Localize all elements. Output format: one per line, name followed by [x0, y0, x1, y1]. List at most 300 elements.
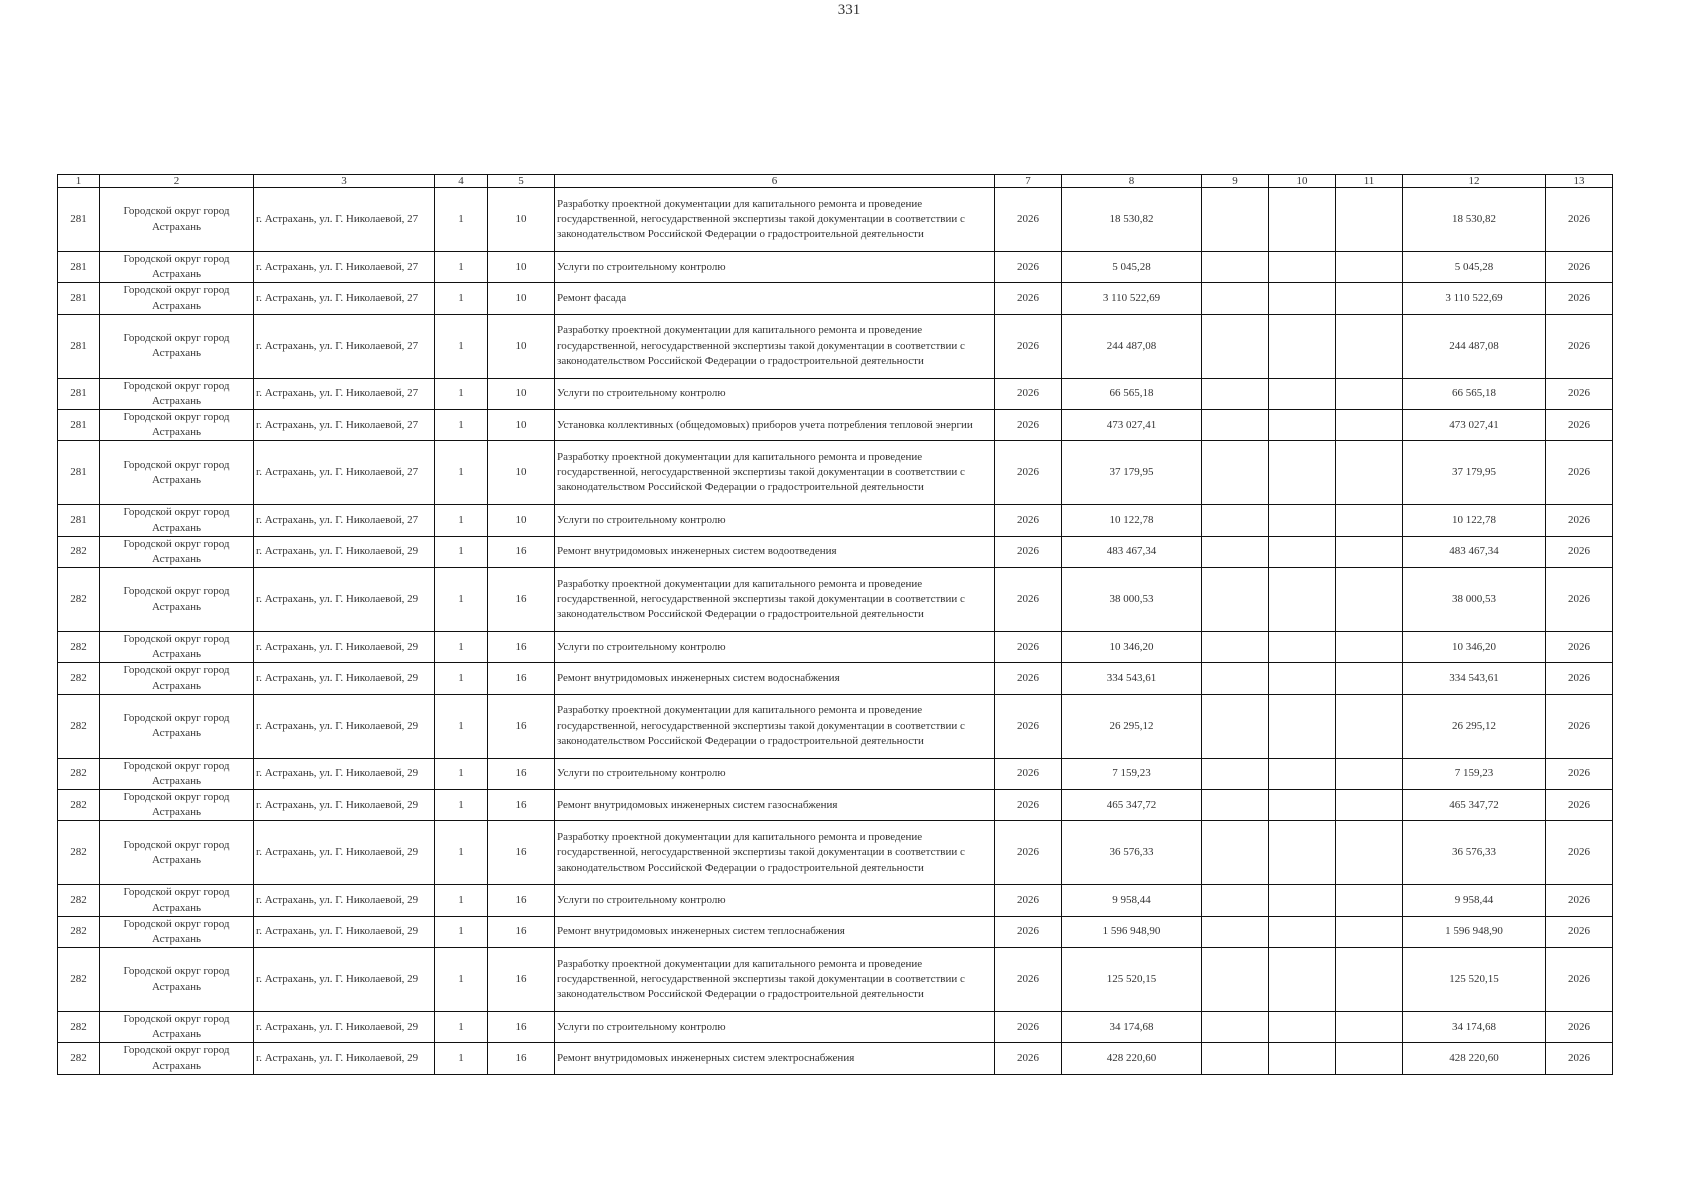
cost-total-cell: 465 347,72	[1062, 790, 1202, 821]
apartment-count-cell: 16	[488, 948, 555, 1012]
cost-col-9-cell	[1202, 1012, 1269, 1043]
cost-total-cell: 18 530,82	[1062, 188, 1202, 252]
completion-year-cell: 2026	[1546, 378, 1613, 409]
work-type-cell: Услуги по строительному контролю	[555, 758, 995, 789]
cost-col-9-cell	[1202, 568, 1269, 632]
cost-col-11-cell	[1336, 378, 1403, 409]
building-count-cell: 1	[435, 1043, 488, 1074]
address-cell: г. Астрахань, ул. Г. Николаевой, 29	[254, 694, 435, 758]
cost-col-9-cell	[1202, 885, 1269, 916]
cost-fund-cell: 1 596 948,90	[1403, 916, 1546, 947]
cost-col-9-cell	[1202, 916, 1269, 947]
apartment-count-cell: 10	[488, 188, 555, 252]
row-number-cell: 282	[58, 694, 100, 758]
table-row	[58, 410, 1613, 441]
row-number-cell: 282	[58, 948, 100, 1012]
address-cell: г. Астрахань, ул. Г. Николаевой, 29	[254, 663, 435, 694]
completion-year-cell: 2026	[1546, 948, 1613, 1012]
municipality-cell: Городской округ город Астрахань	[100, 252, 254, 283]
work-type-cell: Разработку проектной документации для капитального ремонта и проведение государственной, негосударственной экспертизы такой документации в соответствии с законодательством Российской Федерации о градостроительной деятельности	[555, 314, 995, 378]
year-planned-cell: 2026	[995, 568, 1062, 632]
building-count-cell: 1	[435, 821, 488, 885]
column-header: 1	[58, 175, 100, 188]
table-row	[58, 188, 1613, 252]
table-row	[58, 758, 1613, 789]
year-planned-cell: 2026	[995, 441, 1062, 505]
cost-fund-cell: 465 347,72	[1403, 790, 1546, 821]
cost-col-11-cell	[1336, 568, 1403, 632]
municipality-cell: Городской округ город Астрахань	[100, 188, 254, 252]
table-row	[58, 378, 1613, 409]
year-planned-cell: 2026	[995, 536, 1062, 567]
column-header: 12	[1403, 175, 1546, 188]
row-number-cell: 281	[58, 252, 100, 283]
cost-col-9-cell	[1202, 314, 1269, 378]
cost-col-11-cell	[1336, 694, 1403, 758]
cost-total-cell: 3 110 522,69	[1062, 283, 1202, 314]
cost-col-11-cell	[1336, 283, 1403, 314]
cost-total-cell: 9 958,44	[1062, 885, 1202, 916]
municipality-cell: Городской округ город Астрахань	[100, 1012, 254, 1043]
municipality-cell: Городской округ город Астрахань	[100, 378, 254, 409]
table-row	[58, 441, 1613, 505]
building-count-cell: 1	[435, 283, 488, 314]
row-number-cell: 282	[58, 536, 100, 567]
cost-col-9-cell	[1202, 252, 1269, 283]
column-header: 2	[100, 175, 254, 188]
address-cell: г. Астрахань, ул. Г. Николаевой, 27	[254, 314, 435, 378]
completion-year-cell: 2026	[1546, 1043, 1613, 1074]
building-count-cell: 1	[435, 188, 488, 252]
work-type-cell: Услуги по строительному контролю	[555, 378, 995, 409]
cost-col-10-cell	[1269, 758, 1336, 789]
cost-total-cell: 26 295,12	[1062, 694, 1202, 758]
cost-col-9-cell	[1202, 505, 1269, 536]
apartment-count-cell: 16	[488, 821, 555, 885]
apartment-count-cell: 16	[488, 694, 555, 758]
completion-year-cell: 2026	[1546, 694, 1613, 758]
table-row	[58, 694, 1613, 758]
column-header: 13	[1546, 175, 1613, 188]
address-cell: г. Астрахань, ул. Г. Николаевой, 29	[254, 821, 435, 885]
row-number-cell: 282	[58, 790, 100, 821]
cost-total-cell: 66 565,18	[1062, 378, 1202, 409]
cost-col-11-cell	[1336, 632, 1403, 663]
completion-year-cell: 2026	[1546, 410, 1613, 441]
cost-total-cell: 483 467,34	[1062, 536, 1202, 567]
work-type-cell: Разработку проектной документации для капитального ремонта и проведение государственной, негосударственной экспертизы такой документации в соответствии с законодательством Российской Федерации о градостроительной деятельности	[555, 441, 995, 505]
cost-col-10-cell	[1269, 663, 1336, 694]
table-row	[58, 536, 1613, 567]
apartment-count-cell: 10	[488, 441, 555, 505]
address-cell: г. Астрахань, ул. Г. Николаевой, 29	[254, 536, 435, 567]
address-cell: г. Астрахань, ул. Г. Николаевой, 27	[254, 441, 435, 505]
cost-col-11-cell	[1336, 188, 1403, 252]
apartment-count-cell: 16	[488, 758, 555, 789]
row-number-cell: 282	[58, 568, 100, 632]
cost-col-9-cell	[1202, 632, 1269, 663]
table-row	[58, 1012, 1613, 1043]
cost-fund-cell: 26 295,12	[1403, 694, 1546, 758]
cost-col-10-cell	[1269, 1012, 1336, 1043]
municipality-cell: Городской округ город Астрахань	[100, 790, 254, 821]
cost-col-9-cell	[1202, 758, 1269, 789]
cost-col-10-cell	[1269, 948, 1336, 1012]
building-count-cell: 1	[435, 758, 488, 789]
row-number-cell: 282	[58, 1012, 100, 1043]
municipality-cell: Городской округ город Астрахань	[100, 885, 254, 916]
table-row	[58, 314, 1613, 378]
address-cell: г. Астрахань, ул. Г. Николаевой, 29	[254, 948, 435, 1012]
cost-col-11-cell	[1336, 1012, 1403, 1043]
address-cell: г. Астрахань, ул. Г. Николаевой, 27	[254, 283, 435, 314]
cost-fund-cell: 9 958,44	[1403, 885, 1546, 916]
table-body	[58, 188, 1613, 1075]
work-type-cell: Установка коллективных (общедомовых) приборов учета потребления тепловой энергии	[555, 410, 995, 441]
cost-total-cell: 244 487,08	[1062, 314, 1202, 378]
completion-year-cell: 2026	[1546, 1012, 1613, 1043]
row-number-cell: 282	[58, 663, 100, 694]
cost-col-11-cell	[1336, 916, 1403, 947]
apartment-count-cell: 16	[488, 663, 555, 694]
row-number-cell: 281	[58, 505, 100, 536]
cost-col-9-cell	[1202, 283, 1269, 314]
column-header: 8	[1062, 175, 1202, 188]
cost-fund-cell: 5 045,28	[1403, 252, 1546, 283]
municipality-cell: Городской округ город Астрахань	[100, 314, 254, 378]
cost-col-9-cell	[1202, 821, 1269, 885]
cost-col-9-cell	[1202, 441, 1269, 505]
apartment-count-cell: 10	[488, 505, 555, 536]
municipality-cell: Городской округ город Астрахань	[100, 283, 254, 314]
apartment-count-cell: 16	[488, 1043, 555, 1074]
apartment-count-cell: 16	[488, 568, 555, 632]
completion-year-cell: 2026	[1546, 758, 1613, 789]
table-row	[58, 663, 1613, 694]
address-cell: г. Астрахань, ул. Г. Николаевой, 29	[254, 758, 435, 789]
year-planned-cell: 2026	[995, 1012, 1062, 1043]
building-count-cell: 1	[435, 536, 488, 567]
table-row	[58, 948, 1613, 1012]
building-count-cell: 1	[435, 1012, 488, 1043]
work-type-cell: Разработку проектной документации для капитального ремонта и проведение государственной, негосударственной экспертизы такой документации в соответствии с законодательством Российской Федерации о градостроительной деятельности	[555, 694, 995, 758]
cost-col-9-cell	[1202, 663, 1269, 694]
year-planned-cell: 2026	[995, 885, 1062, 916]
table-row	[58, 1043, 1613, 1074]
cost-fund-cell: 10 346,20	[1403, 632, 1546, 663]
year-planned-cell: 2026	[995, 758, 1062, 789]
cost-col-10-cell	[1269, 1043, 1336, 1074]
address-cell: г. Астрахань, ул. Г. Николаевой, 29	[254, 1043, 435, 1074]
apartment-count-cell: 16	[488, 536, 555, 567]
cost-total-cell: 10 346,20	[1062, 632, 1202, 663]
year-planned-cell: 2026	[995, 283, 1062, 314]
year-planned-cell: 2026	[995, 505, 1062, 536]
building-count-cell: 1	[435, 410, 488, 441]
completion-year-cell: 2026	[1546, 632, 1613, 663]
work-type-cell: Услуги по строительному контролю	[555, 252, 995, 283]
address-cell: г. Астрахань, ул. Г. Николаевой, 27	[254, 505, 435, 536]
cost-fund-cell: 37 179,95	[1403, 441, 1546, 505]
cost-col-10-cell	[1269, 441, 1336, 505]
apartment-count-cell: 10	[488, 314, 555, 378]
cost-col-10-cell	[1269, 694, 1336, 758]
address-cell: г. Астрахань, ул. Г. Николаевой, 29	[254, 790, 435, 821]
building-count-cell: 1	[435, 568, 488, 632]
municipality-cell: Городской округ город Астрахань	[100, 1043, 254, 1074]
cost-total-cell: 428 220,60	[1062, 1043, 1202, 1074]
address-cell: г. Астрахань, ул. Г. Николаевой, 29	[254, 916, 435, 947]
column-header: 11	[1336, 175, 1403, 188]
row-number-cell: 281	[58, 283, 100, 314]
column-header: 9	[1202, 175, 1269, 188]
cost-col-11-cell	[1336, 1043, 1403, 1074]
year-planned-cell: 2026	[995, 314, 1062, 378]
cost-fund-cell: 34 174,68	[1403, 1012, 1546, 1043]
building-count-cell: 1	[435, 663, 488, 694]
cost-total-cell: 5 045,28	[1062, 252, 1202, 283]
work-type-cell: Ремонт внутридомовых инженерных систем электроснабжения	[555, 1043, 995, 1074]
building-count-cell: 1	[435, 885, 488, 916]
apartment-count-cell: 10	[488, 410, 555, 441]
municipality-cell: Городской округ город Астрахань	[100, 505, 254, 536]
column-header: 5	[488, 175, 555, 188]
cost-col-10-cell	[1269, 885, 1336, 916]
building-count-cell: 1	[435, 252, 488, 283]
work-type-cell: Разработку проектной документации для капитального ремонта и проведение государственной, негосударственной экспертизы такой документации в соответствии с законодательством Российской Федерации о градостроительной деятельности	[555, 948, 995, 1012]
address-cell: г. Астрахань, ул. Г. Николаевой, 29	[254, 568, 435, 632]
cost-col-11-cell	[1336, 663, 1403, 694]
column-header: 10	[1269, 175, 1336, 188]
work-type-cell: Разработку проектной документации для капитального ремонта и проведение государственной, негосударственной экспертизы такой документации в соответствии с законодательством Российской Федерации о градостроительной деятельности	[555, 188, 995, 252]
table-row	[58, 252, 1613, 283]
cost-col-9-cell	[1202, 790, 1269, 821]
row-number-cell: 281	[58, 188, 100, 252]
work-type-cell: Ремонт фасада	[555, 283, 995, 314]
municipality-cell: Городской округ город Астрахань	[100, 441, 254, 505]
building-count-cell: 1	[435, 505, 488, 536]
capital-repair-table	[57, 174, 1613, 1075]
apartment-count-cell: 16	[488, 916, 555, 947]
cost-col-10-cell	[1269, 536, 1336, 567]
row-number-cell: 281	[58, 441, 100, 505]
completion-year-cell: 2026	[1546, 821, 1613, 885]
row-number-cell: 282	[58, 758, 100, 789]
apartment-count-cell: 16	[488, 790, 555, 821]
completion-year-cell: 2026	[1546, 790, 1613, 821]
cost-col-10-cell	[1269, 821, 1336, 885]
table-row	[58, 568, 1613, 632]
building-count-cell: 1	[435, 441, 488, 505]
cost-col-9-cell	[1202, 1043, 1269, 1074]
municipality-cell: Городской округ город Астрахань	[100, 694, 254, 758]
cost-col-11-cell	[1336, 410, 1403, 441]
building-count-cell: 1	[435, 790, 488, 821]
completion-year-cell: 2026	[1546, 568, 1613, 632]
apartment-count-cell: 16	[488, 885, 555, 916]
completion-year-cell: 2026	[1546, 505, 1613, 536]
address-cell: г. Астрахань, ул. Г. Николаевой, 27	[254, 378, 435, 409]
building-count-cell: 1	[435, 632, 488, 663]
work-type-cell: Услуги по строительному контролю	[555, 632, 995, 663]
cost-col-11-cell	[1336, 885, 1403, 916]
cost-total-cell: 7 159,23	[1062, 758, 1202, 789]
cost-total-cell: 36 576,33	[1062, 821, 1202, 885]
cost-total-cell: 38 000,53	[1062, 568, 1202, 632]
cost-col-10-cell	[1269, 568, 1336, 632]
year-planned-cell: 2026	[995, 694, 1062, 758]
cost-col-11-cell	[1336, 758, 1403, 789]
completion-year-cell: 2026	[1546, 536, 1613, 567]
address-cell: г. Астрахань, ул. Г. Николаевой, 27	[254, 410, 435, 441]
completion-year-cell: 2026	[1546, 314, 1613, 378]
cost-total-cell: 10 122,78	[1062, 505, 1202, 536]
year-planned-cell: 2026	[995, 188, 1062, 252]
apartment-count-cell: 10	[488, 378, 555, 409]
table-row	[58, 790, 1613, 821]
municipality-cell: Городской округ город Астрахань	[100, 758, 254, 789]
cost-total-cell: 1 596 948,90	[1062, 916, 1202, 947]
table-row	[58, 821, 1613, 885]
year-planned-cell: 2026	[995, 790, 1062, 821]
cost-col-11-cell	[1336, 790, 1403, 821]
municipality-cell: Городской округ город Астрахань	[100, 821, 254, 885]
cost-fund-cell: 334 543,61	[1403, 663, 1546, 694]
building-count-cell: 1	[435, 378, 488, 409]
cost-col-11-cell	[1336, 536, 1403, 567]
year-planned-cell: 2026	[995, 948, 1062, 1012]
cost-col-10-cell	[1269, 283, 1336, 314]
row-number-cell: 282	[58, 1043, 100, 1074]
work-type-cell: Ремонт внутридомовых инженерных систем водоснабжения	[555, 663, 995, 694]
row-number-cell: 281	[58, 314, 100, 378]
cost-col-10-cell	[1269, 188, 1336, 252]
table-row	[58, 505, 1613, 536]
building-count-cell: 1	[435, 916, 488, 947]
address-cell: г. Астрахань, ул. Г. Николаевой, 29	[254, 632, 435, 663]
cost-fund-cell: 244 487,08	[1403, 314, 1546, 378]
cost-col-11-cell	[1336, 505, 1403, 536]
cost-total-cell: 37 179,95	[1062, 441, 1202, 505]
completion-year-cell: 2026	[1546, 283, 1613, 314]
cost-fund-cell: 125 520,15	[1403, 948, 1546, 1012]
cost-col-9-cell	[1202, 948, 1269, 1012]
municipality-cell: Городской округ город Астрахань	[100, 663, 254, 694]
municipality-cell: Городской округ город Астрахань	[100, 632, 254, 663]
building-count-cell: 1	[435, 694, 488, 758]
apartment-count-cell: 10	[488, 252, 555, 283]
cost-fund-cell: 18 530,82	[1403, 188, 1546, 252]
row-number-cell: 282	[58, 885, 100, 916]
municipality-cell: Городской округ город Астрахань	[100, 410, 254, 441]
apartment-count-cell: 16	[488, 1012, 555, 1043]
year-planned-cell: 2026	[995, 663, 1062, 694]
cost-fund-cell: 66 565,18	[1403, 378, 1546, 409]
page-number: 331	[837, 2, 861, 18]
cost-fund-cell: 473 027,41	[1403, 410, 1546, 441]
cost-col-10-cell	[1269, 790, 1336, 821]
work-type-cell: Ремонт внутридомовых инженерных систем теплоснабжения	[555, 916, 995, 947]
table-row	[58, 632, 1613, 663]
row-number-cell: 282	[58, 821, 100, 885]
cost-col-9-cell	[1202, 536, 1269, 567]
municipality-cell: Городской округ город Астрахань	[100, 916, 254, 947]
cost-col-10-cell	[1269, 916, 1336, 947]
completion-year-cell: 2026	[1546, 252, 1613, 283]
cost-col-11-cell	[1336, 252, 1403, 283]
cost-col-10-cell	[1269, 378, 1336, 409]
apartment-count-cell: 10	[488, 283, 555, 314]
column-header: 6	[555, 175, 995, 188]
cost-col-9-cell	[1202, 694, 1269, 758]
completion-year-cell: 2026	[1546, 916, 1613, 947]
cost-fund-cell: 38 000,53	[1403, 568, 1546, 632]
cost-fund-cell: 483 467,34	[1403, 536, 1546, 567]
column-number-header	[58, 175, 1613, 188]
column-header: 7	[995, 175, 1062, 188]
address-cell: г. Астрахань, ул. Г. Николаевой, 27	[254, 252, 435, 283]
completion-year-cell: 2026	[1546, 663, 1613, 694]
municipality-cell: Городской округ город Астрахань	[100, 568, 254, 632]
cost-col-10-cell	[1269, 410, 1336, 441]
completion-year-cell: 2026	[1546, 188, 1613, 252]
cost-col-10-cell	[1269, 252, 1336, 283]
apartment-count-cell: 16	[488, 632, 555, 663]
year-planned-cell: 2026	[995, 252, 1062, 283]
cost-fund-cell: 428 220,60	[1403, 1043, 1546, 1074]
table-row	[58, 916, 1613, 947]
work-type-cell: Разработку проектной документации для капитального ремонта и проведение государственной, негосударственной экспертизы такой документации в соответствии с законодательством Российской Федерации о градостроительной деятельности	[555, 821, 995, 885]
address-cell: г. Астрахань, ул. Г. Николаевой, 29	[254, 885, 435, 916]
cost-fund-cell: 3 110 522,69	[1403, 283, 1546, 314]
cost-col-10-cell	[1269, 505, 1336, 536]
cost-fund-cell: 36 576,33	[1403, 821, 1546, 885]
cost-col-11-cell	[1336, 948, 1403, 1012]
table-row	[58, 283, 1613, 314]
work-type-cell: Разработку проектной документации для капитального ремонта и проведение государственной, негосударственной экспертизы такой документации в соответствии с законодательством Российской Федерации о градостроительной деятельности	[555, 568, 995, 632]
cost-col-11-cell	[1336, 821, 1403, 885]
column-header: 4	[435, 175, 488, 188]
address-cell: г. Астрахань, ул. Г. Николаевой, 29	[254, 1012, 435, 1043]
cost-col-9-cell	[1202, 410, 1269, 441]
municipality-cell: Городской округ город Астрахань	[100, 536, 254, 567]
row-number-cell: 281	[58, 410, 100, 441]
cost-fund-cell: 7 159,23	[1403, 758, 1546, 789]
cost-fund-cell: 10 122,78	[1403, 505, 1546, 536]
completion-year-cell: 2026	[1546, 885, 1613, 916]
row-number-cell: 282	[58, 916, 100, 947]
row-number-cell: 281	[58, 378, 100, 409]
year-planned-cell: 2026	[995, 821, 1062, 885]
cost-total-cell: 473 027,41	[1062, 410, 1202, 441]
year-planned-cell: 2026	[995, 1043, 1062, 1074]
cost-col-9-cell	[1202, 378, 1269, 409]
cost-col-9-cell	[1202, 188, 1269, 252]
building-count-cell: 1	[435, 314, 488, 378]
table-row	[58, 885, 1613, 916]
column-header: 3	[254, 175, 435, 188]
cost-col-11-cell	[1336, 441, 1403, 505]
work-type-cell: Ремонт внутридомовых инженерных систем водоотведения	[555, 536, 995, 567]
year-planned-cell: 2026	[995, 632, 1062, 663]
building-count-cell: 1	[435, 948, 488, 1012]
address-cell: г. Астрахань, ул. Г. Николаевой, 27	[254, 188, 435, 252]
cost-col-11-cell	[1336, 314, 1403, 378]
cost-col-10-cell	[1269, 314, 1336, 378]
cost-total-cell: 334 543,61	[1062, 663, 1202, 694]
year-planned-cell: 2026	[995, 378, 1062, 409]
work-type-cell: Услуги по строительному контролю	[555, 1012, 995, 1043]
